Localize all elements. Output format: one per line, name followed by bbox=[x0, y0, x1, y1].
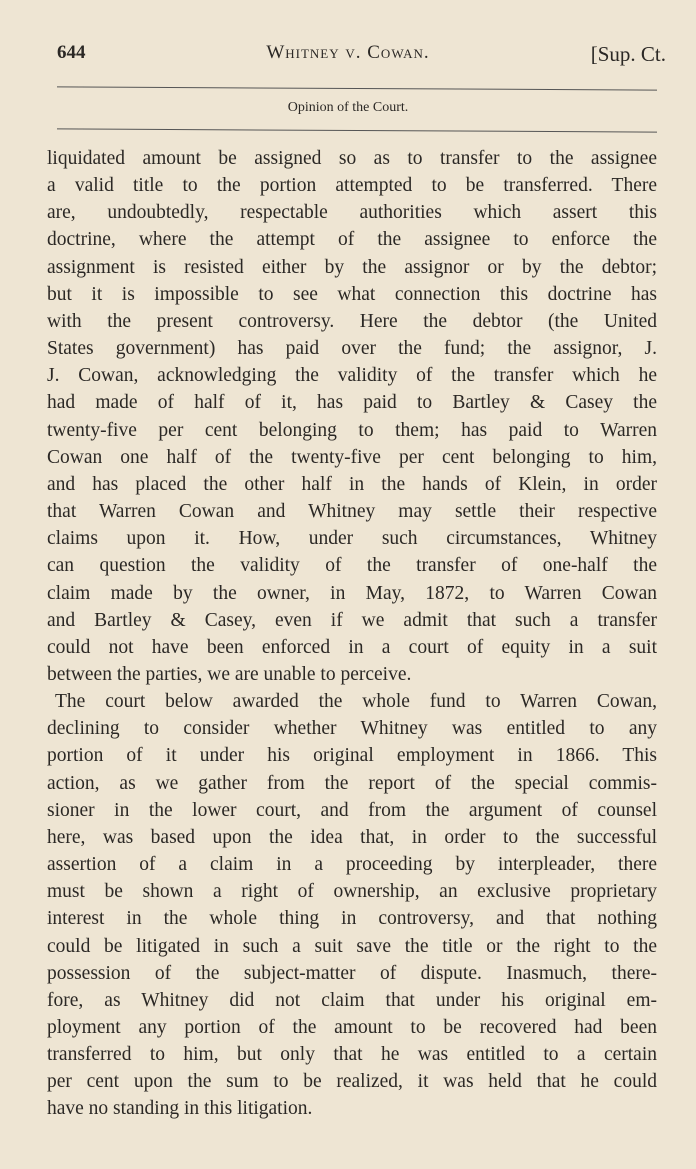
text-line: assertion of a claim in a proceeding by interpleader, there bbox=[47, 854, 657, 876]
text-line: and Bartley & Casey, even if we admit that such a transfer bbox=[47, 609, 657, 631]
text-line: can question the validity of the transfer of one-half the bbox=[47, 555, 657, 577]
text-line: The court below awarded the whole fund to Warren Cowan, bbox=[55, 691, 657, 713]
text-line: here, was based upon the idea that, in order to the successful bbox=[47, 826, 657, 848]
text-line: fore, as Whitney did not claim that under his original em- bbox=[47, 989, 657, 1011]
text-line: had made of half of it, has paid to Bartley & Casey the bbox=[47, 392, 657, 414]
text-line: declining to consider whether Whitney was entitled to any bbox=[47, 718, 657, 740]
text-line: possession of the subject-matter of dispute. Inasmuch, there- bbox=[47, 962, 657, 984]
text-line: transferred to him, but only that he was entitled to a certain bbox=[47, 1044, 657, 1066]
text-line: but it is impossible to see what connection this doctrine has bbox=[47, 283, 657, 305]
running-title: Whitney v. Cowan. bbox=[266, 42, 430, 63]
text-line: sioner in the lower court, and from the argument of counsel bbox=[47, 799, 657, 821]
text-line: ployment any portion of the amount to be recovered had been bbox=[47, 1017, 657, 1038]
text-line: claims upon it. How, under such circumstances, Whitney bbox=[47, 528, 657, 550]
court-label: [Sup. Ct. bbox=[590, 42, 666, 66]
paragraph bbox=[47, 145, 657, 688]
text-line: could be litigated in such a suit save the title or the right to the bbox=[47, 935, 657, 957]
header-rule bbox=[57, 86, 657, 90]
text-line: are, undoubtedly, respectable authorities which assert this bbox=[47, 202, 657, 224]
text-line: J. Cowan, acknowledging the validity of the transfer which he bbox=[47, 365, 657, 387]
text-line: claim made by the owner, in May, 1872, to Warren Cowan bbox=[47, 582, 657, 604]
section-subheader: Opinion of the Court. bbox=[287, 100, 409, 115]
text-line: interest in the whole thing in controversy, and that nothing bbox=[47, 908, 657, 930]
text-line: a valid title to the portion attempted to be transferred. There bbox=[47, 175, 657, 197]
paragraph bbox=[47, 688, 657, 1123]
page-body bbox=[47, 145, 657, 1123]
text-line: with the present controversy. Here the debtor (the United bbox=[47, 310, 657, 332]
text-line: doctrine, where the attempt of the assignee to enforce the bbox=[47, 229, 657, 251]
text-line: twenty-five per cent belonging to them; has paid to Warren bbox=[47, 419, 657, 441]
text-line: between the parties, we are unable to perceive. bbox=[47, 663, 412, 685]
text-line: Cowan one half of the twenty-five per cent belonging to him, bbox=[47, 446, 657, 468]
text-line: action, as we gather from the report of the special commis- bbox=[47, 772, 657, 794]
text-line: that Warren Cowan and Whitney may settle their respective bbox=[47, 501, 657, 523]
text-line: have no standing in this litigation. bbox=[47, 1098, 313, 1120]
text-line: per cent upon the sum to be realized, it was held that he could bbox=[47, 1071, 657, 1093]
text-line: must be shown a right of ownership, an exclusive proprietary bbox=[47, 881, 657, 903]
text-line: States government) has paid over the fund; the assignor, J. bbox=[47, 338, 657, 360]
subheader-rule bbox=[57, 128, 657, 132]
text-line: portion of it under his original employment in 1866. This bbox=[47, 745, 657, 767]
text-line: and has placed the other half in the hands of Klein, in order bbox=[47, 473, 657, 495]
page-number: 644 bbox=[57, 42, 86, 63]
text-line: could not have been enforced in a court of equity in a suit bbox=[47, 636, 657, 658]
text-line: liquidated amount be assigned so as to transfer to the assignee bbox=[47, 148, 657, 169]
text-line: assignment is resisted either by the assignor or by the debtor; bbox=[47, 256, 657, 278]
